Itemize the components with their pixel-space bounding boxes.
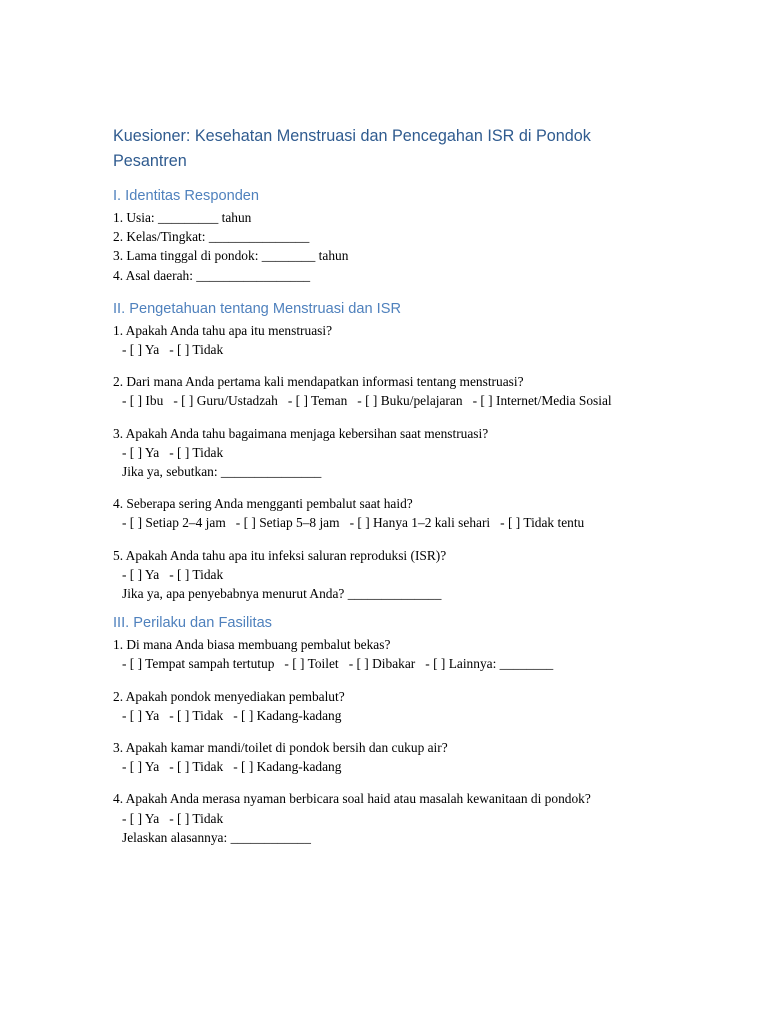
question-item bbox=[113, 789, 733, 847]
section-heading: I. Identitas Responden bbox=[113, 188, 260, 204]
question-item bbox=[113, 546, 733, 604]
answer-options: - [ ] Ya - [ ] Tidak - [ ] Kadang-kadang bbox=[122, 707, 342, 723]
questionnaire-document bbox=[113, 124, 733, 857]
section-perilaku-fasilitas bbox=[113, 613, 733, 847]
question-item bbox=[113, 687, 733, 725]
answer-options: - [ ] Ya - [ ] Tidak bbox=[122, 342, 224, 358]
answer-options: - [ ] Ya - [ ] Tidak bbox=[122, 444, 224, 460]
answer-fill-line: Jika ya, apa penyebabnya menurut Anda? ______________ bbox=[122, 586, 442, 602]
answer-options: - [ ] Tempat sampah tertutup - [ ] Toilet - [ ] Dibakar - [ ] Lainnya: ________ bbox=[122, 656, 554, 672]
question-text: 2. Dari mana Anda pertama kali mendapatkan informasi tentang menstruasi? bbox=[113, 374, 524, 390]
question-item bbox=[113, 494, 733, 532]
document-title: Kuesioner: Kesehatan Menstruasi dan Pencegahan ISR di Pondok Pesantren bbox=[113, 127, 591, 170]
section-pengetahuan bbox=[113, 299, 733, 603]
section-heading: II. Pengetahuan tentang Menstruasi dan ISR bbox=[113, 300, 402, 317]
question-text: 2. Apakah pondok menyediakan pembalut? bbox=[113, 688, 345, 704]
question-text: 3. Apakah Anda tahu bagaimana menjaga kebersihan saat menstruasi? bbox=[113, 425, 489, 441]
answer-options: - [ ] Ya - [ ] Tidak bbox=[122, 566, 224, 582]
answer-options: - [ ] Ibu - [ ] Guru/Ustadzah - [ ] Teman - [ ] Buku/pelajaran - [ ] Internet/Media Sosial bbox=[122, 393, 612, 409]
question-text: 1. Di mana Anda biasa membuang pembalut bekas? bbox=[113, 637, 391, 653]
question-item bbox=[113, 372, 733, 410]
section-identitas-responden bbox=[113, 186, 733, 285]
field-usia: 1. Usia: _________ tahun bbox=[113, 210, 252, 225]
question-text: 5. Apakah Anda tahu apa itu infeksi saluran reproduksi (ISR)? bbox=[113, 547, 447, 563]
question-text: 1. Apakah Anda tahu apa itu menstruasi? bbox=[113, 322, 333, 338]
question-item bbox=[113, 738, 733, 776]
answer-options: - [ ] Setiap 2–4 jam - [ ] Setiap 5–8 jam - [ ] Hanya 1–2 kali sehari - [ ] Tidak tentu bbox=[122, 515, 585, 531]
question-text: 4. Apakah Anda merasa nyaman berbicara soal haid atau masalah kewanitaan di pondok? bbox=[113, 791, 591, 807]
field-asal-daerah: 4. Asal daerah: _________________ bbox=[113, 267, 311, 283]
question-item bbox=[113, 635, 733, 673]
answer-fill-line: Jika ya, sebutkan: _______________ bbox=[122, 464, 322, 480]
question-text: 3. Apakah kamar mandi/toilet di pondok bersih dan cukup air? bbox=[113, 740, 448, 756]
question-item bbox=[113, 321, 733, 359]
question-item bbox=[113, 424, 733, 482]
answer-options: - [ ] Ya - [ ] Tidak - [ ] Kadang-kadang bbox=[122, 759, 342, 775]
question-text: 4. Seberapa sering Anda mengganti pembalut saat haid? bbox=[113, 496, 413, 512]
field-kelas-tingkat: 2. Kelas/Tingkat: _______________ bbox=[113, 229, 310, 245]
section-heading: III. Perilaku dan Fasilitas bbox=[113, 615, 272, 632]
field-lama-tinggal: 3. Lama tinggal di pondok: ________ tahun bbox=[113, 248, 349, 264]
answer-options: - [ ] Ya - [ ] Tidak bbox=[122, 810, 224, 826]
answer-fill-line: Jelaskan alasannya: ____________ bbox=[122, 829, 311, 845]
